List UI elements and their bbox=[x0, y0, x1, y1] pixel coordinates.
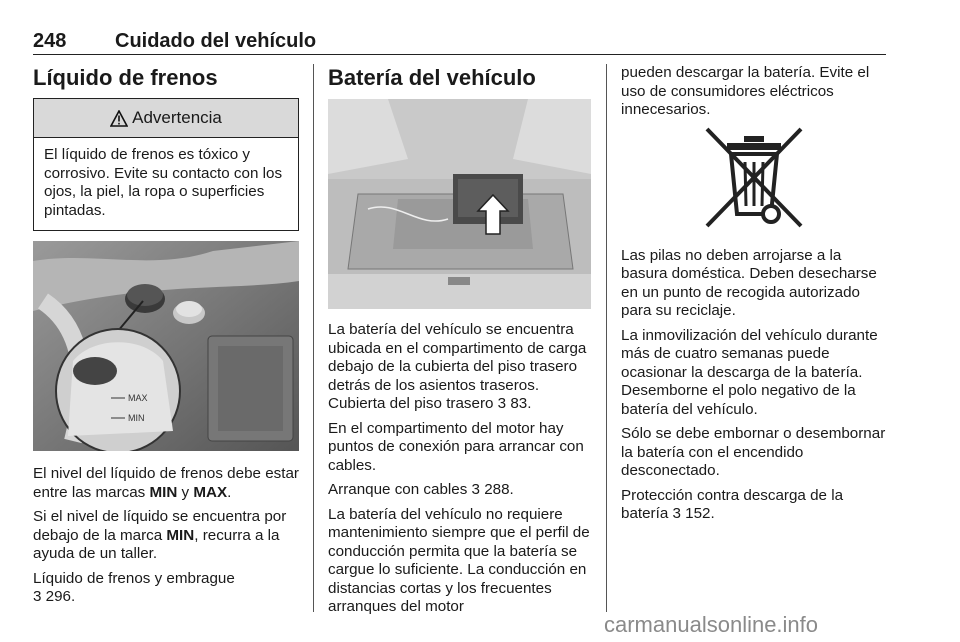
section-title: Cuidado del vehículo bbox=[115, 30, 317, 52]
page-number: 248 bbox=[33, 30, 67, 52]
min-mark-label: MIN bbox=[128, 413, 145, 423]
crossed-bin-icon bbox=[699, 126, 809, 231]
column-battery-continued bbox=[621, 64, 886, 530]
column-divider bbox=[606, 64, 607, 612]
watermark: carmanualsonline.info bbox=[604, 612, 819, 637]
battery-heading: Batería del vehículo bbox=[328, 65, 536, 90]
battery-storage-text: La inmovilización del vehículo durante más de cuatro semanas puede ocasionar la descarga de la batería. Desemborne el polo negativo de la batería del vehículo. bbox=[621, 326, 878, 418]
column-vehicle-battery bbox=[328, 64, 591, 623]
page-header bbox=[33, 30, 886, 55]
brake-fluid-heading: Líquido de frenos bbox=[33, 65, 218, 90]
jump-start-reference: Arranque con cables 3 288. bbox=[328, 481, 514, 498]
discharge-protection-reference: Protección contra descarga de la batería 3 152. bbox=[621, 486, 844, 522]
battery-ignition-text: Sólo se debe embornar o desembornar la batería con el encendido desconectado. bbox=[621, 425, 886, 479]
brake-fluid-low-text: Si el nivel de líquido se encuentra por debajo de la marca MIN, recurra a la ayuda de un taller. bbox=[33, 508, 287, 562]
battery-maintenance-text: La batería del vehículo no requiere mantenimiento siempre que el perfil de conducción permita que la batería se cargue lo suficiente. La conducción en distancias cortas y los frecuentes arranques del motor bbox=[328, 505, 590, 615]
brake-fluid-reference: Líquido de frenos y embrague 3 296. bbox=[33, 569, 235, 605]
warning-triangle-icon bbox=[110, 110, 128, 127]
battery-compartment-image bbox=[328, 99, 591, 309]
warning-header bbox=[34, 99, 298, 138]
jump-points-text: En el compartimento del motor hay puntos de conexión para arrancar con cables. bbox=[328, 419, 584, 474]
warning-title: Advertencia bbox=[132, 108, 222, 127]
battery-discharge-text: pueden descargar la batería. Evite el uso de consumidores eléctricos innecesarios. bbox=[621, 64, 870, 118]
column-divider bbox=[313, 64, 314, 612]
column-brake-fluid bbox=[33, 64, 299, 613]
max-mark-label: MAX bbox=[128, 393, 148, 403]
brake-fluid-level-text: El nivel del líquido de frenos debe estar entre las marcas MIN y MAX. bbox=[33, 465, 299, 501]
battery-disposal-text: Las pilas no deben arrojarse a la basura doméstica. Deben desecharse en un punto de recogida autorizado para su reciclaje. bbox=[621, 246, 877, 319]
battery-location-text: La batería del vehículo se encuentra ubicada en el compartimento de carga debajo de la cubierta del piso trasero detrás de los asientos traseros. Cubierta del piso trasero 3 83. bbox=[328, 321, 587, 412]
warning-box bbox=[33, 98, 299, 231]
warning-text: El líquido de frenos es tóxico y corrosivo. Evite su contacto con los ojos, la piel, la ropa o superficies pintadas. bbox=[44, 146, 283, 219]
brake-fluid-reservoir-image bbox=[33, 241, 299, 451]
